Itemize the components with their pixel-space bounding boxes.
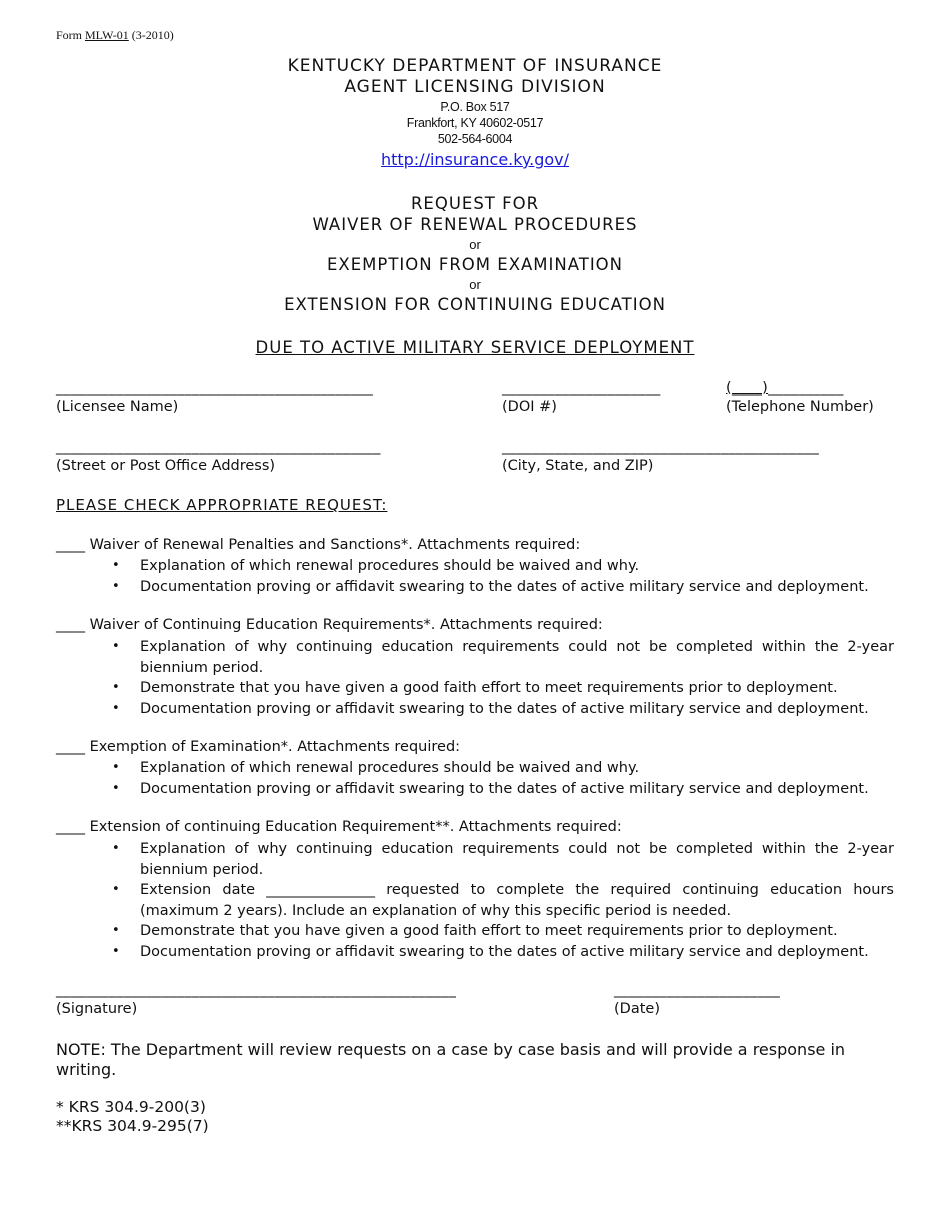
form-number-date: (3-2010) [128,28,174,42]
form-number-code: MLW-01 [85,28,129,42]
list-item: • Explanation of which renewal procedures should be waived and why. [140,758,894,779]
request-continuing-education-waiver[interactable]: ____ Waiver of Continuing Education Requirements*. Attachments required: [56,617,603,633]
title-or-1: or [469,237,481,252]
title-or-2: or [469,277,481,292]
telephone-number-line: __________ [768,380,844,396]
request-continuing-education-waiver-list [140,637,894,719]
list-item: • Demonstrate that you have given a good faith effort to meet requirements prior to deployment. [140,678,894,699]
list-item: • Documentation proving or affidavit swearing to the dates of active military service and deployment. [140,577,894,598]
list-item: • Documentation proving or affidavit swearing to the dates of active military service and deployment. [140,942,894,963]
title-line-extension: EXTENSION FOR CONTINUING EDUCATION [284,295,666,314]
list-item: • Documentation proving or affidavit swearing to the dates of active military service and deployment. [140,699,894,720]
form-number [56,28,174,43]
form-number-prefix: Form [56,28,86,42]
city-address: Frankfort, KY 40602-0517 [406,116,544,130]
list-item: • Explanation of why continuing education requirements could not be completed within the 2-year biennium period. [140,839,894,880]
request-exam-exemption-list [140,758,894,799]
division-name: AGENT LICENSING DIVISION [344,77,606,97]
title-subtitle: DUE TO ACTIVE MILITARY SERVICE DEPLOYMENT [255,338,695,357]
telephone-label: (Telephone Number) [726,399,874,415]
address-label: (Street or Post Office Address) [56,458,276,474]
department-name: KENTUCKY DEPARTMENT OF INSURANCE [287,56,663,76]
date-field[interactable]: ______________________ [614,982,781,998]
list-item: • Explanation of which renewal procedures should be waived and why. [140,556,894,577]
city-state-zip-field[interactable]: __________________________________________ [502,439,820,455]
doi-label: (DOI #) [502,399,557,415]
footnote-single: * KRS 304.9-200(3) [56,1098,206,1116]
telephone-area-code: (____) [726,380,769,396]
list-item: • Demonstrate that you have given a good faith effort to meet requirements prior to deployment. [140,921,894,942]
date-label: (Date) [614,1001,660,1017]
list-item: • Documentation proving or affidavit swearing to the dates of active military service and deployment. [140,779,894,800]
request-heading: PLEASE CHECK APPROPRIATE REQUEST: [56,496,388,514]
website-link[interactable]: http://insurance.ky.gov/ [380,150,570,169]
title-line-waiver: WAIVER OF RENEWAL PROCEDURES [312,215,638,234]
city-state-zip-label: (City, State, and ZIP) [502,458,654,474]
licensee-name-label: (Licensee Name) [56,399,179,415]
signature-label: (Signature) [56,1001,138,1017]
request-renewal-penalties[interactable]: ____ Waiver of Renewal Penalties and Sanctions*. Attachments required: [56,537,581,553]
po-box: P.O. Box 517 [440,100,510,114]
footnote-double: **KRS 304.9-295(7) [56,1117,209,1135]
request-ce-extension[interactable]: ____ Extension of continuing Education Requirement**. Attachments required: [56,819,622,835]
form-title [0,193,950,358]
list-item: • Extension date _______________ requested to complete the required continuing education hours (maximum 2 years). Include an explanation of why this specific period is needed. [140,880,894,921]
request-renewal-penalties-list [140,556,894,597]
doi-field[interactable]: _____________________ [502,380,661,396]
letterhead [0,56,950,169]
title-line-exemption: EXEMPTION FROM EXAMINATION [326,255,624,274]
phone-number: 502-564-6004 [437,132,513,146]
title-line-request: REQUEST FOR [410,194,540,213]
telephone-field[interactable] [726,380,844,396]
signature-field[interactable]: _____________________________________________________ [56,982,457,998]
address-field[interactable]: ___________________________________________ [56,439,381,455]
licensee-name-field[interactable]: __________________________________________ [56,380,374,396]
review-note: NOTE: The Department will review requests on a case by case basis and will provide a response in writing. [56,1040,846,1079]
request-exam-exemption[interactable]: ____ Exemption of Examination*. Attachments required: [56,739,461,755]
request-ce-extension-list [140,839,894,962]
list-item: • Explanation of why continuing education requirements could not be completed within the 2-year biennium period. [140,637,894,678]
